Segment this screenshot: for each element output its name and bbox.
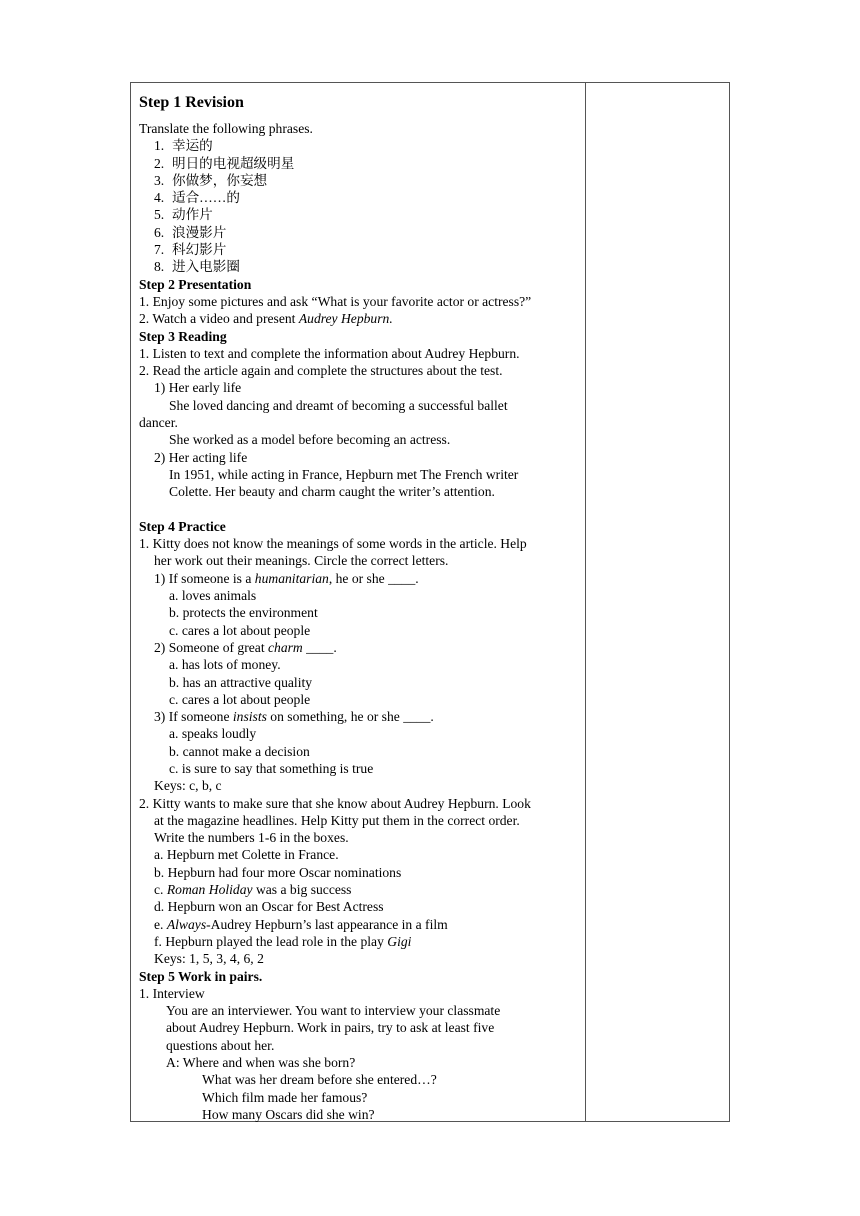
step3-sub1-a: She loved dancing and dreamt of becoming a successful ballet: [169, 397, 508, 413]
headline-a: a. Hepburn met Colette in France.: [154, 847, 339, 863]
step4-intro1b: her work out their meanings. Circle the correct letters.: [154, 553, 449, 569]
step2-line2: 2. Watch a video and present Audrey Hepburn.: [139, 311, 393, 327]
step5-line1: 1. Interview: [139, 985, 205, 1001]
step4-intro2: 2. Kitty wants to make sure that she know about Audrey Hepburn. Look: [139, 795, 531, 811]
interview-question: Which film made her famous?: [202, 1089, 368, 1105]
list-item: 6. 浪漫影片: [154, 224, 227, 240]
option: a. has lots of money.: [169, 657, 281, 673]
option: b. cannot make a decision: [169, 743, 310, 759]
list-item: 4. 适合……的: [154, 190, 240, 206]
step4-intro1: 1. Kitty does not know the meanings of some words in the article. Help: [139, 536, 527, 552]
question-1: 1) If someone is a humanitarian, he or she ____.: [154, 570, 419, 586]
step4-intro2b: at the magazine headlines. Help Kitty put them in the correct order.: [154, 812, 520, 828]
step4-title: Step 4 Practice: [139, 518, 226, 534]
question-2: 2) Someone of great charm ____.: [154, 639, 337, 655]
interview-question: What was her dream before she entered…?: [202, 1072, 437, 1088]
headline-d: d. Hepburn won an Oscar for Best Actress: [154, 899, 384, 915]
step3-title: Step 3 Reading: [139, 328, 227, 344]
option: b. has an attractive quality: [169, 674, 313, 690]
step3-sub1: 1) Her early life: [154, 380, 242, 396]
interview-question: How many Oscars did she win?: [202, 1106, 375, 1122]
spacer: [139, 501, 579, 518]
step1-intro: Translate the following phrases.: [139, 121, 313, 136]
step4-intro2c: Write the numbers 1-6 in the boxes.: [154, 830, 349, 846]
list-item: 3. 你做梦，你妄想: [154, 172, 268, 188]
step3-sub1-b: She worked as a model before becoming an actress.: [169, 432, 451, 448]
step5-p3: questions about her.: [166, 1037, 275, 1053]
lesson-plan-table: [130, 82, 730, 1122]
question-3: 3) If someone insists on something, he or she ____.: [154, 709, 434, 725]
list-item: 7. 科幻影片: [154, 242, 227, 258]
option: c. is sure to say that something is true: [169, 760, 374, 776]
list-item: 2. 明日的电视超级明星: [154, 155, 295, 171]
step1-title: Step 1 Revision: [139, 94, 244, 111]
step5-title: Step 5 Work in pairs.: [139, 968, 263, 984]
headline-b: b. Hepburn had four more Oscar nominations: [154, 864, 402, 880]
step3-sub1-a2: dancer.: [139, 415, 178, 431]
step2-line1: 1. Enjoy some pictures and ask “What is your favorite actor or actress?”: [139, 293, 532, 309]
list-item: 8. 进入电影圈: [154, 259, 240, 275]
step3-sub2-a: In 1951, while acting in France, Hepburn met The French writer: [169, 466, 519, 482]
option: c. cares a lot about people: [169, 691, 311, 707]
answer-keys-1: Keys: c, b, c: [154, 778, 222, 794]
option: a. speaks loudly: [169, 726, 257, 742]
option: c. cares a lot about people: [169, 622, 311, 638]
headline-f: f. Hepburn played the lead role in the play Gigi: [154, 933, 412, 949]
lesson-content-cell: [139, 93, 579, 1123]
headline-e: e. Always-Audrey Hepburn’s last appearance in a film: [154, 916, 448, 932]
answer-keys-2: Keys: 1, 5, 3, 4, 6, 2: [154, 951, 264, 967]
list-item: 5. 动作片: [154, 207, 213, 223]
step5-p1: You are an interviewer. You want to interview your classmate: [166, 1003, 501, 1019]
step2-title: Step 2 Presentation: [139, 276, 252, 292]
headline-c: c. Roman Holiday was a big success: [154, 882, 352, 898]
step3-sub2: 2) Her acting life: [154, 449, 248, 465]
step3-line1: 1. Listen to text and complete the information about Audrey Hepburn.: [139, 345, 520, 361]
list-item: 1. 幸运的: [154, 138, 213, 154]
option: b. protects the environment: [169, 605, 318, 621]
step3-sub2-a2: Colette. Her beauty and charm caught the writer’s attention.: [169, 484, 495, 500]
step5-p2: about Audrey Hepburn. Work in pairs, try to ask at least five: [166, 1020, 495, 1036]
column-divider: [585, 83, 586, 1121]
interview-question: A: Where and when was she born?: [166, 1055, 356, 1071]
option: a. loves animals: [169, 588, 257, 604]
step3-line2: 2. Read the article again and complete the structures about the test.: [139, 363, 503, 379]
